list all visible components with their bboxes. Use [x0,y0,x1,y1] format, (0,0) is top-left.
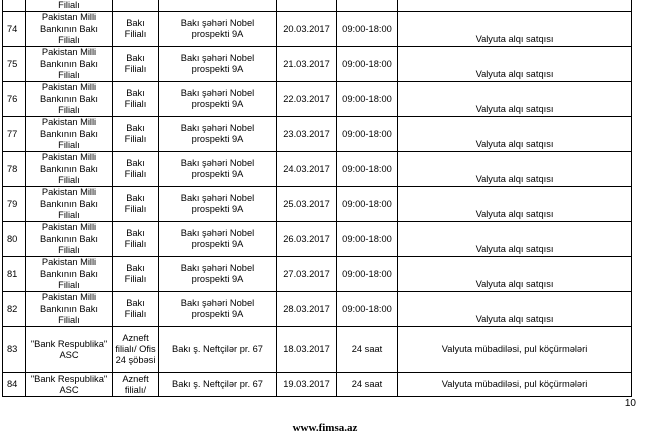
cell-date: 28.03.2017 [277,292,337,327]
table-row [3,47,632,82]
cell-no: 76 [3,82,26,117]
cell-branch: Bakı Filialı [113,152,159,187]
cell-service: Valyuta alqı satqısı [398,257,632,292]
cell-date: 20.03.2017 [277,12,337,47]
cell-address: Bakı ş. Neftçilər pr. 67 [159,373,277,397]
cell-no: 78 [3,152,26,187]
cell-hours: 09:00-18:00 [337,47,398,82]
cell-date: 22.03.2017 [277,82,337,117]
cell-hours: 09:00-18:00 [337,222,398,257]
cell-service [398,0,632,12]
cell-no: 83 [3,327,26,373]
cell-bank: Pakistan Milli Bankının Bakı Filialı [26,187,113,222]
cell-bank: "Bank Respublika" ASC [26,373,113,397]
cell-service: Valyuta alqı satqısı [398,292,632,327]
cell-address: Bakı şəhəri Nobel prospekti 9A [159,117,277,152]
cell-no: 74 [3,12,26,47]
table-row [3,257,632,292]
cell-hours: 09:00-18:00 [337,82,398,117]
cell-no: 81 [3,257,26,292]
cell-branch: Bakı Filialı [113,12,159,47]
cell-address: Bakı şəhəri Nobel prospekti 9A [159,222,277,257]
cell-address: Bakı şəhəri Nobel prospekti 9A [159,292,277,327]
table-row [3,187,632,222]
cell-date: 27.03.2017 [277,257,337,292]
cell-branch: Azneft filialı/ [113,373,159,397]
cell-address [159,0,277,12]
table-row [3,222,632,257]
cell-branch: Bakı Filialı [113,222,159,257]
cell-hours: 09:00-18:00 [337,292,398,327]
cell-no [3,0,26,12]
cell-address: Bakı şəhəri Nobel prospekti 9A [159,152,277,187]
cell-branch: Bakı Filialı [113,187,159,222]
cell-no: 84 [3,373,26,397]
cell-no: 82 [3,292,26,327]
cell-service: Valyuta alqı satqısı [398,187,632,222]
branch-schedule-table [2,0,632,397]
cell-service: Valyuta alqı satqısı [398,152,632,187]
footer-url: www.fimsa.az [292,422,358,434]
cell-service: Valyuta alqı satqısı [398,47,632,82]
cell-hours: 09:00-18:00 [337,257,398,292]
cell-service: Valyuta mübadiləsi, pul köçürmələri [398,373,632,397]
cell-address: Bakı şəhəri Nobel prospekti 9A [159,12,277,47]
cell-hours: 09:00-18:00 [337,152,398,187]
cell-date: 25.03.2017 [277,187,337,222]
page-number: 10 [624,398,636,409]
cell-date: 26.03.2017 [277,222,337,257]
cell-date: 21.03.2017 [277,47,337,82]
cell-hours [337,0,398,12]
cell-bank: Pakistan Milli Bankının Bakı Filialı [26,117,113,152]
table-row [3,292,632,327]
cell-address: Bakı şəhəri Nobel prospekti 9A [159,47,277,82]
cell-branch: Bakı Filialı [113,117,159,152]
table-row [3,12,632,47]
cell-bank: Pakistan Milli Bankının Bakı Filialı [26,292,113,327]
cell-date: 19.03.2017 [277,373,337,397]
cell-address: Bakı şəhəri Nobel prospekti 9A [159,257,277,292]
cell-address: Bakı ş. Neftçilər pr. 67 [159,327,277,373]
cell-bank: Pakistan Milli Bankının Bakı Filialı [26,222,113,257]
cell-service: Valyuta alqı satqısı [398,117,632,152]
cell-hours: 24 saat [337,327,398,373]
cell-date [277,0,337,12]
cell-branch: Bakı Filialı [113,292,159,327]
cell-bank: Pakistan Milli Bankının Bakı Filialı [26,82,113,117]
cell-address: Bakı şəhəri Nobel prospekti 9A [159,82,277,117]
cell-bank: Pakistan Milli Bankının Bakı Filialı [26,257,113,292]
table-row [3,152,632,187]
cell-hours: 09:00-18:00 [337,117,398,152]
table-row [3,327,632,373]
cell-date: 23.03.2017 [277,117,337,152]
cell-bank: Pakistan Milli Bankının Bakı Filialı [26,47,113,82]
cell-hours: 09:00-18:00 [337,187,398,222]
cell-hours: 24 saat [337,373,398,397]
cell-no: 80 [3,222,26,257]
table-row [3,82,632,117]
table-row-partial [3,0,632,12]
cell-service: Valyuta mübadiləsi, pul köçürmələri [398,327,632,373]
cell-address: Bakı şəhəri Nobel prospekti 9A [159,187,277,222]
cell-service: Valyuta alqı satqısı [398,82,632,117]
cell-no: 77 [3,117,26,152]
cell-branch: Azneft filialı/ Ofis 24 şöbəsi [113,327,159,373]
cell-service: Valyuta alqı satqısı [398,12,632,47]
cell-bank: "Bank Respublika" ASC [26,327,113,373]
cell-no: 75 [3,47,26,82]
cell-bank: Filialı [26,0,113,12]
cell-service: Valyuta alqı satqısı [398,222,632,257]
cell-date: 24.03.2017 [277,152,337,187]
cell-branch: Bakı Filialı [113,82,159,117]
cell-hours: 09:00-18:00 [337,12,398,47]
cell-date: 18.03.2017 [277,327,337,373]
cell-branch: Bakı Filialı [113,257,159,292]
table-row [3,373,632,397]
cell-branch: Bakı Filialı [113,47,159,82]
cell-no: 79 [3,187,26,222]
table-row [3,117,632,152]
cell-bank: Pakistan Milli Bankının Bakı Filialı [26,152,113,187]
cell-bank: Pakistan Milli Bankının Bakı Filialı [26,12,113,47]
cell-branch [113,0,159,12]
